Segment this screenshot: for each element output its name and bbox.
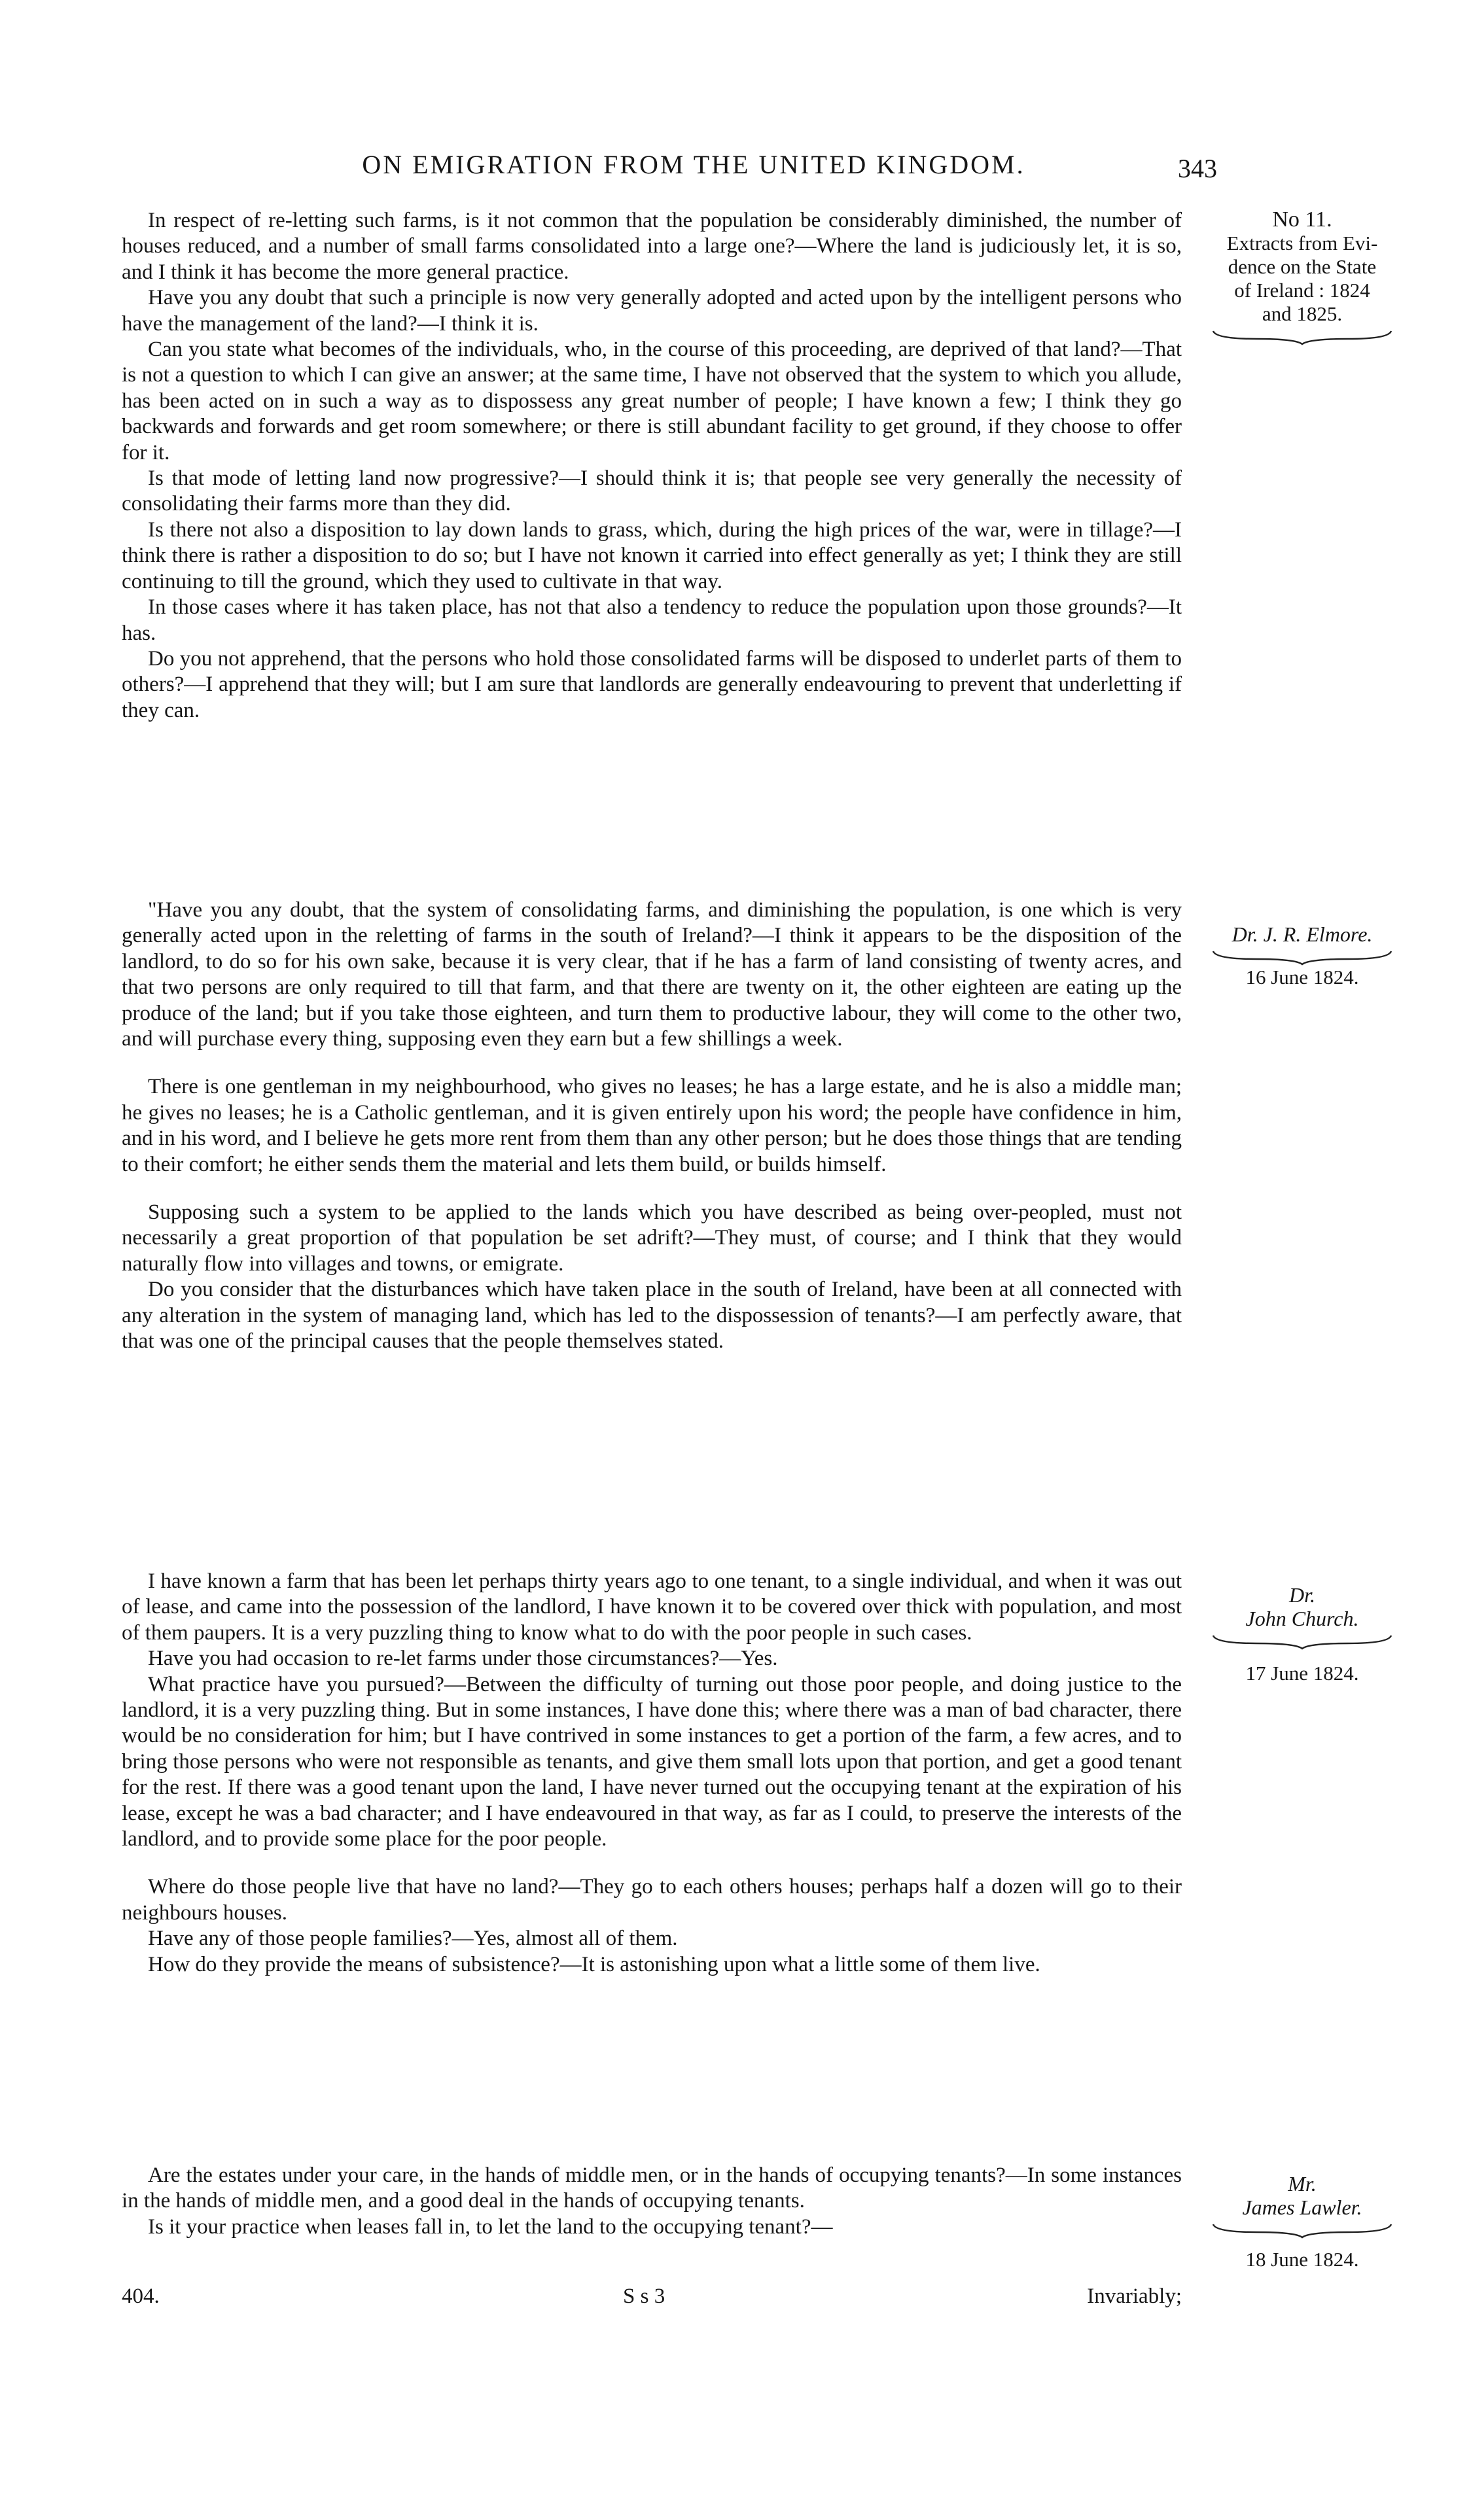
paragraph: Is it your practice when leases fall in, to let the land to the occupying tenant?— [148, 2214, 833, 2239]
document-number: 404. [122, 2284, 160, 2308]
evidence-date: 17 June 1824. [1245, 1662, 1359, 1685]
margin-line: dence on the State [1228, 255, 1377, 278]
evidence-date: 18 June 1824. [1245, 2248, 1359, 2271]
brace-mark [1211, 949, 1394, 966]
paragraph: Where do those people live that have no land?—They go to each others houses; perhaps half a dozen will go to their neighbours houses. [122, 1875, 1182, 1925]
section-3-text [122, 1569, 1182, 1978]
paragraph: Is there not also a disposition to lay down lands to grass, which, during the high prices of the war, were in tillage?—I think there is rather a disposition to do so; but I have not known it carried into effect generally as yet; I think they are still continuing to till the ground, which they used to cultivate in that way. [122, 517, 1182, 593]
signature-mark: S s 3 [623, 2284, 665, 2308]
brace-mark [1211, 328, 1394, 345]
paragraph: There is one gentleman in my neighbourhood, who gives no leases; he has a large estate, and he is also a middle man; he gives no leases; he is a Catholic gentleman, and it is given entirely upon his word; the people have confidence in him, and in his word, and I believe he gets more rent from them than any other person; but he does those things that are tending to their comfort; he either sends them the material and lets them build, or builds himself. [122, 1075, 1182, 1176]
paragraph: Have any of those people families?—Yes, almost all of them. [148, 1927, 678, 1951]
margin-line: of Ireland : 1824 [1234, 279, 1370, 302]
section-3-margin-note [1197, 1583, 1407, 1685]
section-1-margin-note [1197, 208, 1407, 345]
evidence-date: 16 June 1824. [1245, 966, 1359, 989]
page-number: 343 [1178, 154, 1217, 183]
witness-name: James Lawler. [1242, 2196, 1362, 2219]
paragraph: Do you consider that the disturbances which have taken place in the south of Ireland, have been at all connected with any alteration in the system of managing land, which has led to the dispossession of tenants?—I am perfectly aware, that that was one of the principal causes that the people themselves stated. [122, 1278, 1182, 1354]
witness-name: Dr. J. R. Elmore. [1232, 922, 1373, 946]
paragraph: What practice have you pursued?—Between the difficulty of turning out those poor people, and doing justice to the landlord, it is a very puzzling thing. But in some instances, I have done this; where there was a man of bad character, there would be no consideration for him; but I have contrived in some instances to get a portion of the farm, a few acres, and to bring those persons who were not responsible as tenants, and give them small lots upon that portion, and get a good tenant for the rest. If there was a good tenant upon the land, I have never turned out the occupying tenant at the expiration of his lease, except he was a bad character; and I have endeavoured in that way, as far as I could, to preserve the interests of the landlord, and to provide some place for the poor people. [122, 1672, 1182, 1851]
section-4-text [122, 2163, 1182, 2240]
paragraph: Have you had occasion to re-let farms under those circumstances?—Yes. [148, 1647, 778, 1671]
paragraph: Are the estates under your care, in the hands of middle men, or in the hands of occupying tenants?—In some instances in the hands of middle men, and a good deal in the hands of occupying tenants. [122, 2163, 1182, 2213]
margin-line: and 1825. [1262, 302, 1343, 325]
paragraph: How do they provide the means of subsistence?—It is astonishing upon what a little some of them live. [148, 1952, 1040, 1976]
margin-line: Extracts from Evi- [1226, 232, 1378, 254]
brace-mark [1211, 1633, 1394, 1650]
paragraph: "Have you any doubt, that the system of consolidating farms, and diminishing the population, is one which is very generally acted upon in the reletting of farms in the south of Ireland?—I think it appears to be the disposition of the landlord, to do so for his own sake, because it is very clear, that if he has a farm of land consisting of twenty acres, and that two persons are only required to till that farm, and that there are twenty on it, the other eighteen are eating up the produce of the land; but if you take those eighteen, and turn them to productive labour, they will come to the other two, and will purchase every thing, supposing even they earn but a few shillings a week. [122, 898, 1182, 1051]
paragraph: Is that mode of letting land now progressive?—I should think it is; that people see very generally the necessity of consolidating their farms more than they did. [122, 466, 1182, 516]
paragraph: Have you any doubt that such a principle is now very generally adopted and acted upon by the intelligent persons who have the management of the land?—I think it is. [122, 286, 1182, 336]
section-4-margin-note [1197, 2172, 1407, 2271]
brace-mark [1211, 2222, 1394, 2239]
catchword: Invariably; [1087, 2284, 1182, 2308]
paragraph: Do you not apprehend, that the persons who hold those consolidated farms will be disposed to underlet parts of them to others?—I apprehend that they will; but I am sure that landlords are generally endeavouring to prevent that underletting if they can. [122, 646, 1182, 722]
paragraph: In respect of re-letting such farms, is it not common that the population be considerably diminished, the number of houses reduced, and a number of small farms consolidated into a large one?—Where the land is judiciously let, it is so, and I think it has become the more general practice. [122, 209, 1182, 284]
witness-title: Dr. [1288, 1583, 1315, 1607]
witness-title: Mr. [1288, 2172, 1317, 2196]
section-1-text [122, 208, 1182, 724]
running-head [0, 145, 1471, 184]
paragraph: In those cases where it has taken place, has not that also a tendency to reduce the population upon those grounds?—It has. [122, 595, 1182, 645]
running-title: ON EMIGRATION FROM THE UNITED KINGDOM. [362, 150, 1025, 179]
section-2-margin-note [1197, 922, 1407, 989]
paragraph: I have known a farm that has been let perhaps thirty years ago to one tenant, to a single individual, and when it was out of lease, and came into the possession of the landlord, I have known it to be covered over thick with population, and most of them paupers. It is a very puzzling thing to know what to do with the poor people in such cases. [122, 1569, 1182, 1645]
paragraph: Can you state what becomes of the individuals, who, in the course of this proceeding, are deprived of that land?—That is not a question to which I can give an answer; at the same time, I have not observed that the system to which you allude, has been acted on in such a way as to dispossess any great number of people; I have known a few; I think they go backwards and forwards and get room somewhere; or there is still abundant facility to get ground, if they choose to offer for it. [122, 338, 1182, 464]
paragraph: Supposing such a system to be applied to the lands which you have described as being over-peopled, must not necessarily a great proportion of that population be set adrift?—They must, of course; and I think that they would naturally flow into villages and towns, or emigrate. [122, 1200, 1182, 1276]
extract-number: No 11. [1272, 207, 1332, 232]
section-2-text [122, 898, 1182, 1355]
witness-name: John Church. [1245, 1607, 1359, 1630]
page-footer [122, 2282, 1182, 2311]
